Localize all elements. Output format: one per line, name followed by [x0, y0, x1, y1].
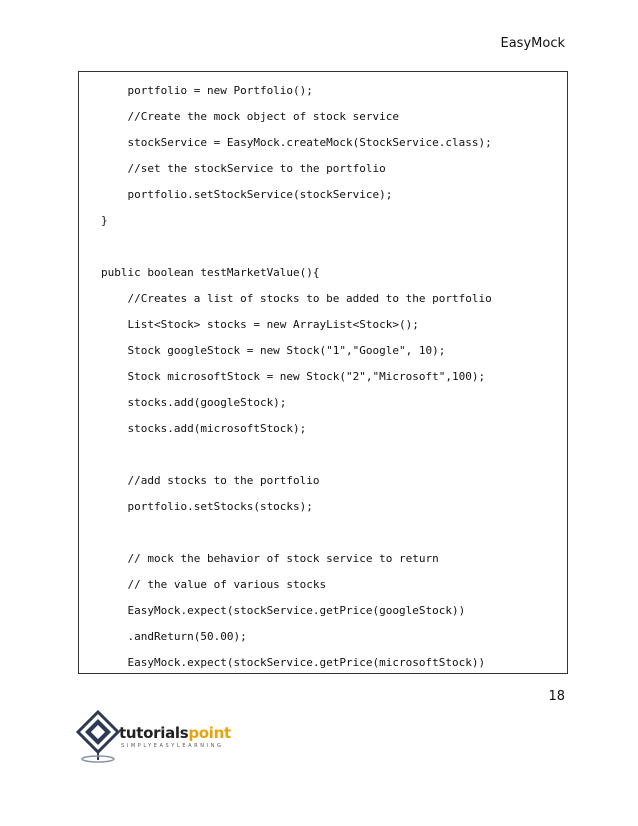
code-line: stockService = EasyMock.createMock(StockService.class);: [101, 136, 492, 149]
code-line: List<Stock> stocks = new ArrayList<Stock>();: [101, 318, 419, 331]
logo-wordmark: [119, 724, 231, 742]
code-line: stocks.add(microsoftStock);: [101, 422, 307, 435]
code-line: .andReturn(50.00);: [101, 630, 247, 643]
logo-wordmark-main: tutorials: [119, 724, 189, 742]
code-line: Stock googleStock = new Stock("1","Google", 10);: [101, 344, 446, 357]
page-number: 18: [548, 689, 565, 704]
logo-wordmark-accent: point: [188, 724, 231, 742]
code-line: //Creates a list of stocks to be added to the portfolio: [101, 292, 492, 305]
code-line: // the value of various stocks: [101, 578, 327, 591]
code-lines: [79, 72, 567, 673]
code-line: portfolio.setStocks(stocks);: [101, 500, 313, 513]
code-line: // mock the behavior of stock service to return: [101, 552, 439, 565]
code-line: //Create the mock object of stock service: [101, 110, 400, 123]
code-line: public boolean testMarketValue(){: [101, 266, 320, 279]
code-line: //add stocks to the portfolio: [101, 474, 320, 487]
code-block: [78, 71, 568, 674]
code-line: portfolio = new Portfolio();: [101, 84, 313, 97]
code-line: EasyMock.expect(stockService.getPrice(googleStock)): [101, 604, 466, 617]
code-line: portfolio.setStockService(stockService);: [101, 188, 393, 201]
code-line: //set the stockService to the portfolio: [101, 162, 386, 175]
logo-tagline: SIMPLYEASYLEARNING: [121, 743, 224, 749]
tutorialspoint-logo: [74, 708, 234, 764]
page-header-title: EasyMock: [500, 36, 565, 51]
code-line: stocks.add(googleStock);: [101, 396, 287, 409]
code-line: EasyMock.expect(stockService.getPrice(microsoftStock)): [101, 656, 486, 669]
code-line: }: [101, 214, 108, 227]
logo-emblem-icon: [74, 708, 122, 764]
code-line: Stock microsoftStock = new Stock("2","Microsoft",100);: [101, 370, 486, 383]
